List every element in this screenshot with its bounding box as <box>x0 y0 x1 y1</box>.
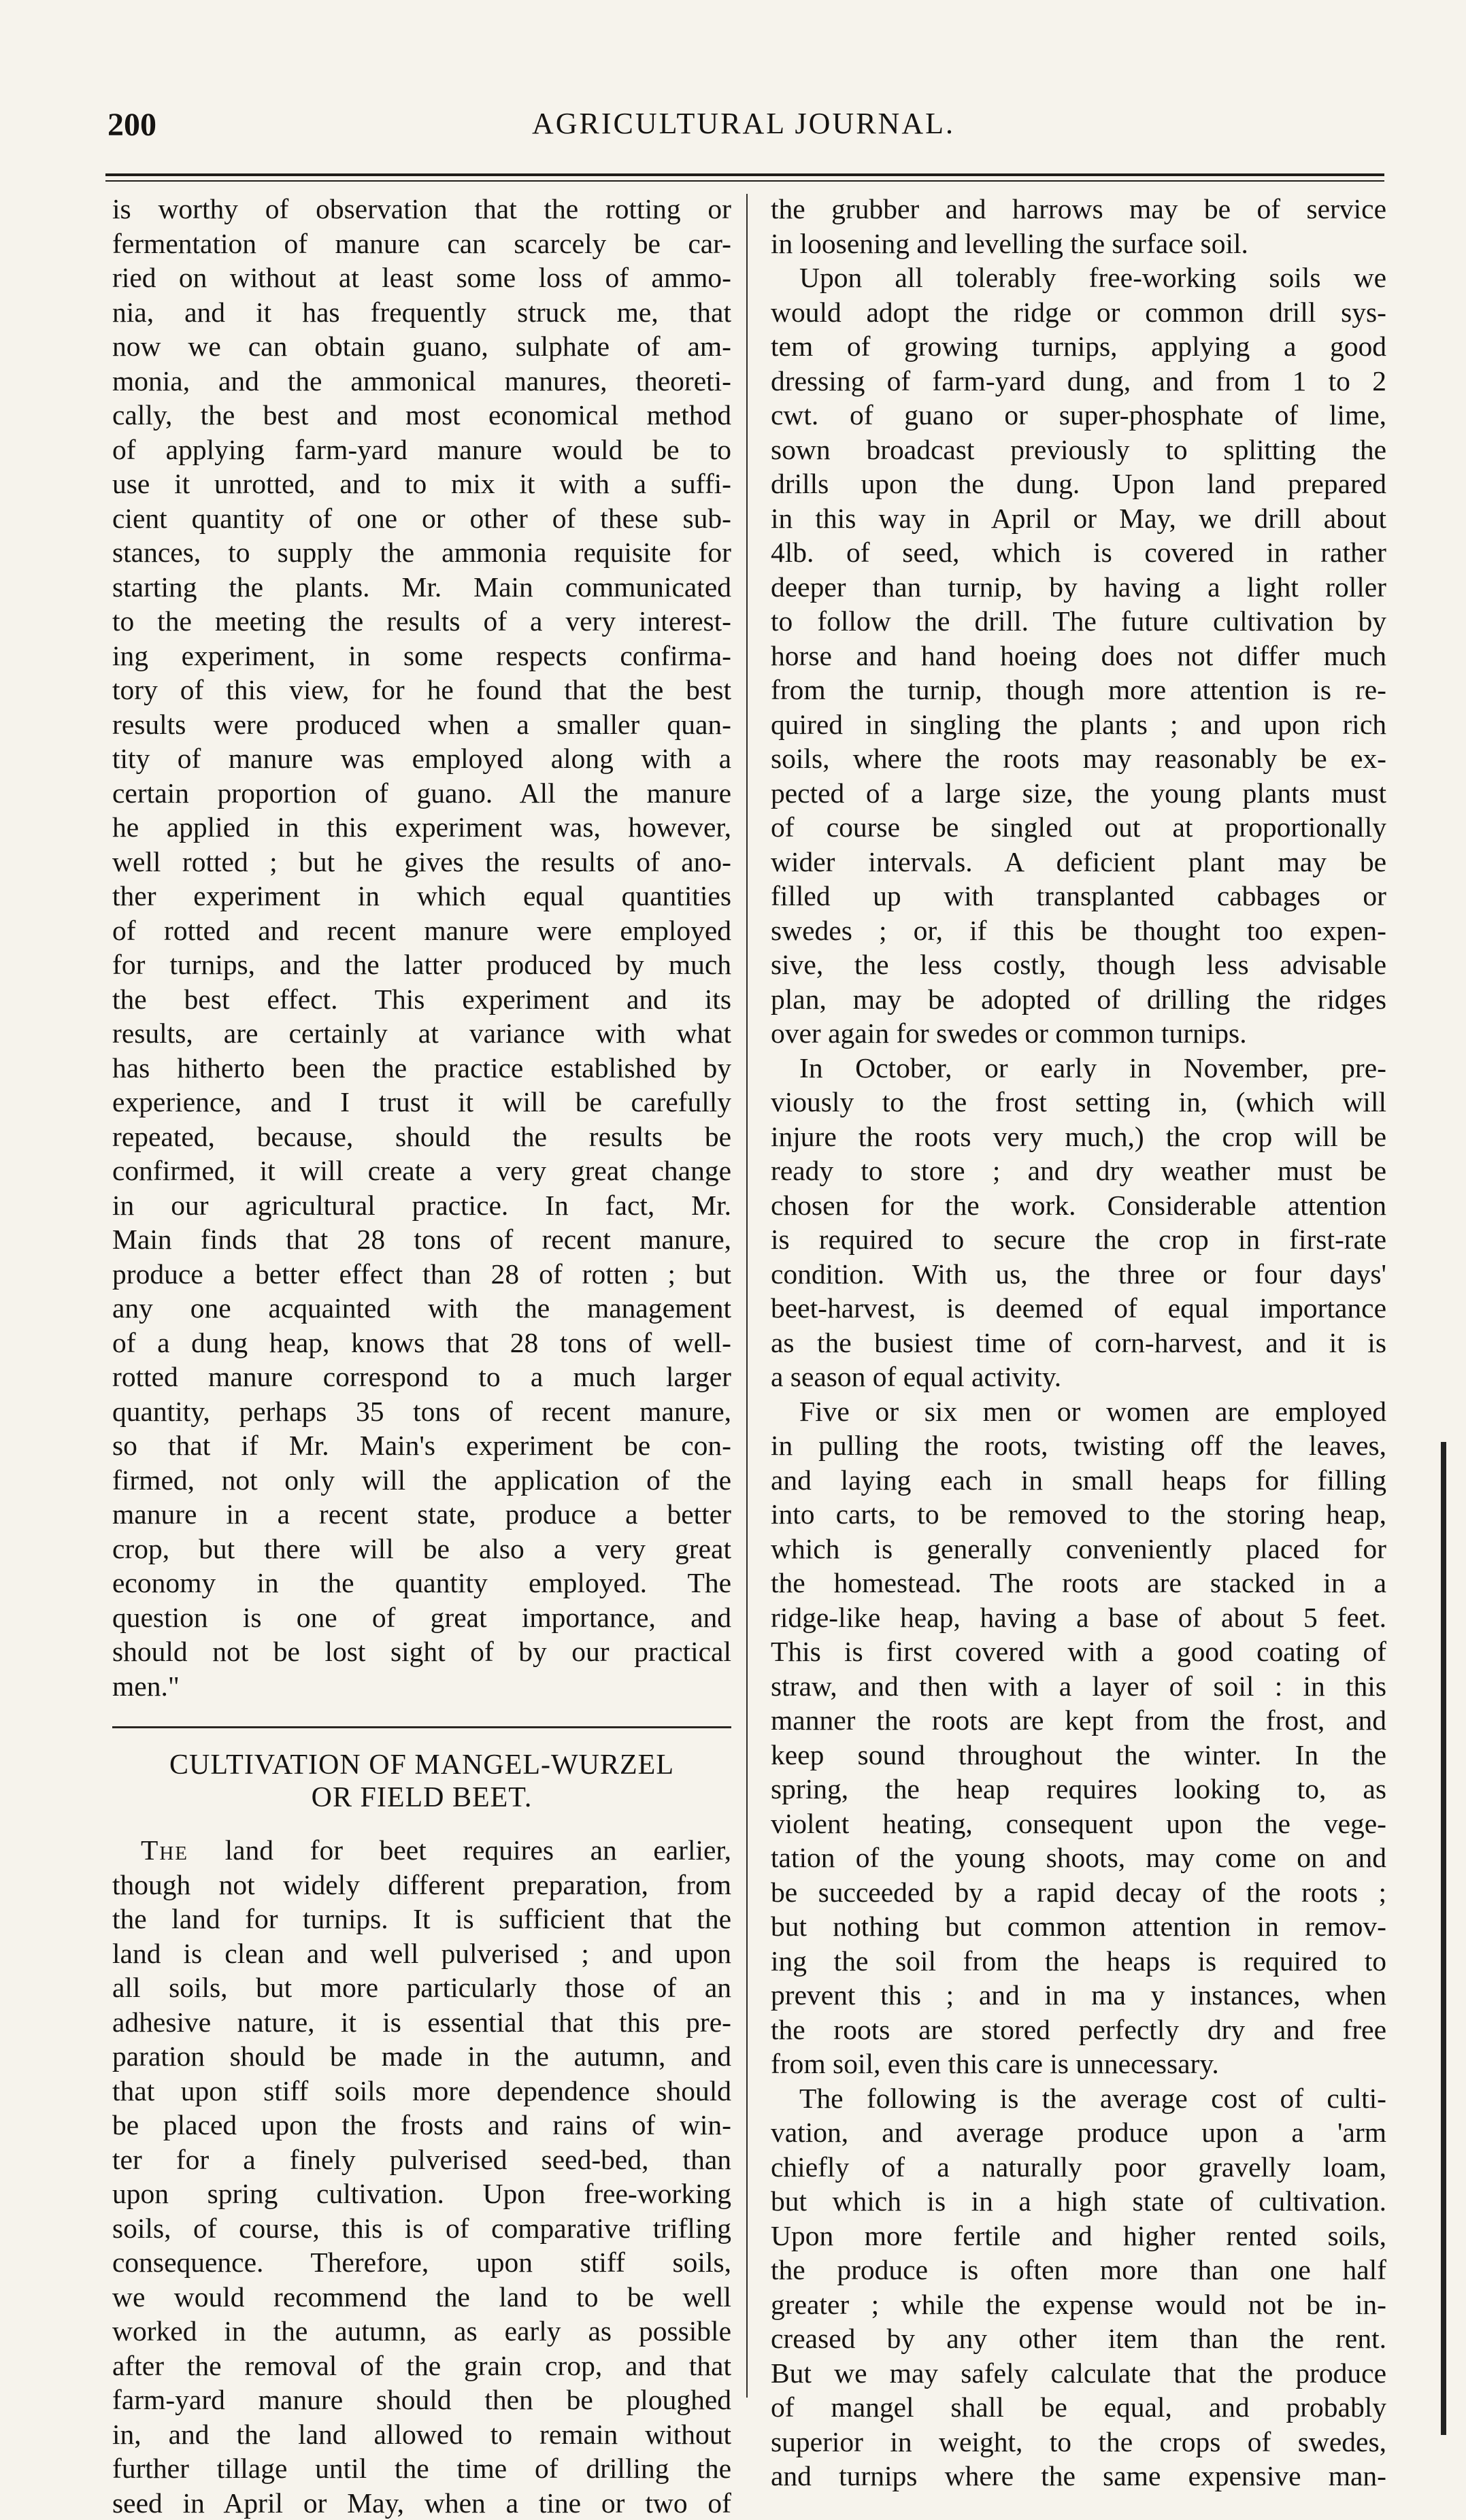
text-line: that upon stiff soils more dependence should <box>112 2074 731 2109</box>
text-line: ter for a finely pulverised seed-bed, than <box>112 2143 731 2177</box>
text-line: drills upon the dung. Upon land prepared <box>771 467 1386 501</box>
text-line: tation of the young shoots, may come on and <box>771 1841 1386 1875</box>
text-line: which is generally conveniently placed for <box>771 1532 1386 1566</box>
text-line: quired in singling the plants ; and upon rich <box>771 707 1386 742</box>
text-line: horse and hand hoeing does not differ much <box>771 639 1386 673</box>
text-line: in this way in April or May, we drill about <box>771 501 1386 536</box>
text-line: soils, of course, this is of comparative trifling <box>112 2211 731 2246</box>
text-line: would adopt the ridge or common drill sys- <box>771 295 1386 330</box>
text-line: ing the soil from the heaps is required to <box>771 1944 1386 1979</box>
text-line <box>112 1833 731 1868</box>
page-edge-mark <box>1441 1442 1446 2435</box>
text-line: starting the plants. Mr. Main communicated <box>112 570 731 605</box>
header-rule-thick <box>105 173 1384 176</box>
text-line: so that if Mr. Main's experiment be con- <box>112 1428 731 1463</box>
text-line: the best effect. This experiment and its <box>112 982 731 1017</box>
text-line: fermentation of manure can scarcely be car- <box>112 226 731 261</box>
text-line: manner the roots are kept from the frost, and <box>771 1703 1386 1738</box>
text-line: greater ; while the expense would not be in- <box>771 2287 1386 2322</box>
text-line: of course be singled out at proportionally <box>771 810 1386 845</box>
text-line: consequence. Therefore, upon stiff soils, <box>112 2245 731 2280</box>
text-line: adhesive nature, it is essential that this pre- <box>112 2005 731 2040</box>
text-line: in our agricultural practice. In fact, Mr. <box>112 1188 731 1223</box>
paragraph-continued <box>112 192 731 1703</box>
text-line: certain proportion of guano. All the manure <box>112 776 731 811</box>
text-line: the land for turnips. It is sufficient that the <box>112 1902 731 1936</box>
text-line: he applied in this experiment was, however, <box>112 810 731 845</box>
text-line: from the turnip, though more attention is re- <box>771 673 1386 707</box>
text-line: be succeeded by a rapid decay of the roots ; <box>771 1875 1386 1910</box>
text-line: and turnips where the same expensive man- <box>771 2459 1386 2493</box>
text-line: Upon more fertile and higher rented soils, <box>771 2219 1386 2253</box>
text-line: upon spring cultivation. Upon free-working <box>112 2177 731 2211</box>
text-line: swedes ; or, if this be thought too expen- <box>771 913 1386 948</box>
page-header <box>107 106 1380 154</box>
text-line: any one acquainted with the management <box>112 1291 731 1326</box>
text-line: into carts, to be removed to the storing heap, <box>771 1497 1386 1532</box>
text-line: in loosening and levelling the surface soil. <box>771 226 1386 261</box>
right-column <box>771 192 1386 2493</box>
text-line: In October, or early in November, pre- <box>771 1051 1386 1086</box>
text-line: cient quantity of one or other of these sub- <box>112 501 731 536</box>
text-line: Upon all tolerably free-working soils we <box>771 261 1386 295</box>
header-rule-thin <box>105 180 1384 182</box>
text-line: superior in weight, to the crops of swedes, <box>771 2425 1386 2459</box>
text-line: results, are certainly at variance with what <box>112 1016 731 1051</box>
text-line: worked in the autumn, as early as possible <box>112 2314 731 2349</box>
text-line: tity of manure was employed along with a <box>112 741 731 776</box>
text-line: chosen for the work. Considerable attention <box>771 1188 1386 1223</box>
text-line: ried on without at least some loss of ammo- <box>112 261 731 295</box>
text-line: beet-harvest, is deemed of equal importance <box>771 1291 1386 1326</box>
text-line: chiefly of a naturally poor gravelly loam, <box>771 2150 1386 2185</box>
text-line: creased by any other item than the rent. <box>771 2321 1386 2356</box>
text-line: the grubber and harrows may be of service <box>771 192 1386 226</box>
text-line: spring, the heap requires looking to, as <box>771 1772 1386 1807</box>
text-line: though not widely different preparation, from <box>112 1868 731 1902</box>
text-line: of a dung heap, knows that 28 tons of well- <box>112 1326 731 1360</box>
text-line: monia, and the ammonical manures, theoreti- <box>112 364 731 399</box>
text-line: the produce is often more than one half <box>771 2253 1386 2287</box>
text-line: Five or six men or women are employed <box>771 1394 1386 1429</box>
text-line: ther experiment in which equal quantities <box>112 879 731 913</box>
text-line: pected of a large size, the young plants must <box>771 776 1386 811</box>
text-line: ing experiment, in some respects confirma- <box>112 639 731 673</box>
title-spacer <box>112 1814 731 1833</box>
text-line: all soils, but more particularly those of an <box>112 1970 731 2005</box>
text-line: manure in a recent state, produce a better <box>112 1497 731 1532</box>
text-line: produce a better effect than 28 of rotten ; but <box>112 1257 731 1292</box>
text-line: tory of this view, for he found that the best <box>112 673 731 707</box>
text-line: But we may safely calculate that the produce <box>771 2356 1386 2391</box>
text-line: is worthy of observation that the rotting or <box>112 192 731 226</box>
text-line: nia, and it has frequently struck me, that <box>112 295 731 330</box>
opening-word: The <box>141 1834 188 1866</box>
text-line: wider intervals. A deficient plant may be <box>771 845 1386 879</box>
text-line: we would recommend the land to be well <box>112 2280 731 2315</box>
text-line: stances, to supply the ammonia requisite for <box>112 535 731 570</box>
text-line: of rotted and recent manure were employed <box>112 913 731 948</box>
text-line: condition. With us, the three or four days' <box>771 1257 1386 1292</box>
text-line: should not be lost sight of by our practical <box>112 1634 731 1669</box>
text-line: repeated, because, should the results be <box>112 1120 731 1154</box>
text-line: in pulling the roots, twisting off the leaves, <box>771 1428 1386 1463</box>
paragraph-beet-land <box>112 1833 731 2520</box>
text-line: land is clean and well pulverised ; and upon <box>112 1936 731 1971</box>
text-line: Main finds that 28 tons of recent manure, <box>112 1222 731 1257</box>
text-line: from soil, even this care is unnecessary. <box>771 2047 1386 2081</box>
text-line: dressing of farm-yard dung, and from 1 to 2 <box>771 364 1386 399</box>
text-line: vation, and average produce upon a 'arm <box>771 2115 1386 2150</box>
text-line: prevent this ; and in ma y instances, when <box>771 1978 1386 2013</box>
section-title-line: OR FIELD BEET. <box>112 1781 731 1814</box>
text-line: cally, the best and most economical method <box>112 398 731 433</box>
text-line: sown broadcast previously to splitting the <box>771 433 1386 467</box>
text-line: cwt. of guano or super-phosphate of lime, <box>771 398 1386 433</box>
text-line: seed in April or May, when a tine or two of <box>112 2486 731 2520</box>
text-line: economy in the quantity employed. The <box>112 1566 731 1600</box>
text-line: farm-yard manure should then be ploughed <box>112 2383 731 2417</box>
text-line: over again for swedes or common turnips. <box>771 1016 1386 1051</box>
text-line: be placed upon the frosts and rains of win- <box>112 2108 731 2143</box>
text-line: experience, and I trust it will be carefully <box>112 1085 731 1120</box>
column-divider <box>746 194 748 2398</box>
text-line: firmed, not only will the application of the <box>112 1463 731 1498</box>
text-line: a season of equal activity. <box>771 1360 1386 1394</box>
text-line: but nothing but common attention in remov- <box>771 1909 1386 1944</box>
text-line: the homestead. The roots are stacked in a <box>771 1566 1386 1600</box>
text-line: injure the roots very much,) the crop will be <box>771 1120 1386 1154</box>
text-line: ridge-like heap, having a base of about 5 feet. <box>771 1600 1386 1635</box>
text-line: plan, may be adopted of drilling the ridges <box>771 982 1386 1017</box>
text-line: to the meeting the results of a very interest- <box>112 604 731 639</box>
text-line: men." <box>112 1669 731 1704</box>
text-line: soils, where the roots may reasonably be ex- <box>771 741 1386 776</box>
text-line: results were produced when a smaller quan- <box>112 707 731 742</box>
text-line: is required to secure the crop in first-rate <box>771 1222 1386 1257</box>
text-line: after the removal of the grain crop, and that <box>112 2349 731 2383</box>
section-title-line: CULTIVATION OF MANGEL-WURZEL <box>112 1749 731 1781</box>
text-line: sive, the less costly, though less advisable <box>771 947 1386 982</box>
text-line: ready to store ; and dry weather must be <box>771 1154 1386 1188</box>
section-title <box>112 1726 731 1814</box>
text-line: well rotted ; but he gives the results of ano- <box>112 845 731 879</box>
text-line: tem of growing turnips, applying a good <box>771 329 1386 364</box>
text-line: The following is the average cost of culti- <box>771 2081 1386 2116</box>
text-line: of mangel shall be equal, and probably <box>771 2390 1386 2425</box>
text-line: of applying farm-yard manure would be to <box>112 433 731 467</box>
text-line: filled up with transplanted cabbages or <box>771 879 1386 913</box>
text-line: but which is in a high state of cultivation. <box>771 2184 1386 2219</box>
text-line: crop, but there will be also a very great <box>112 1532 731 1566</box>
text-line: confirmed, it will create a very great change <box>112 1154 731 1188</box>
text-line: for turnips, and the latter produced by much <box>112 947 731 982</box>
text-line: further tillage until the time of drilling the <box>112 2451 731 2486</box>
page-number: 200 <box>107 106 156 144</box>
text-line: keep sound throughout the winter. In the <box>771 1738 1386 1773</box>
text-line: use it unrotted, and to mix it with a suffi- <box>112 467 731 501</box>
text-line: has hitherto been the practice established by <box>112 1051 731 1086</box>
text-line: as the busiest time of corn-harvest, and it is <box>771 1326 1386 1360</box>
text-line: straw, and then with a layer of soil : in this <box>771 1669 1386 1704</box>
text-line: deeper than turnip, by having a light roller <box>771 570 1386 605</box>
text-line: viously to the frost setting in, (which will <box>771 1085 1386 1120</box>
left-column <box>112 192 731 2520</box>
text-line: rotted manure correspond to a much larger <box>112 1360 731 1394</box>
text-line: question is one of great importance, and <box>112 1600 731 1635</box>
text-line: paration should be made in the autumn, and <box>112 2039 731 2074</box>
text-line: violent heating, consequent upon the vege- <box>771 1807 1386 1841</box>
text-line: the roots are stored perfectly dry and free <box>771 2013 1386 2047</box>
text-line: now we can obtain guano, sulphate of am- <box>112 329 731 364</box>
text-line: in, and the land allowed to remain without <box>112 2417 731 2452</box>
opening-line-rest: land for beet requires an earlier, <box>188 1834 731 1866</box>
text-line: to follow the drill. The future cultivation by <box>771 604 1386 639</box>
text-line: and laying each in small heaps for filling <box>771 1463 1386 1498</box>
text-line: quantity, perhaps 35 tons of recent manure, <box>112 1394 731 1429</box>
running-title: AGRICULTURAL JOURNAL. <box>107 106 1380 141</box>
text-line: 4lb. of seed, which is covered in rather <box>771 535 1386 570</box>
text-line: This is first covered with a good coating of <box>771 1634 1386 1669</box>
